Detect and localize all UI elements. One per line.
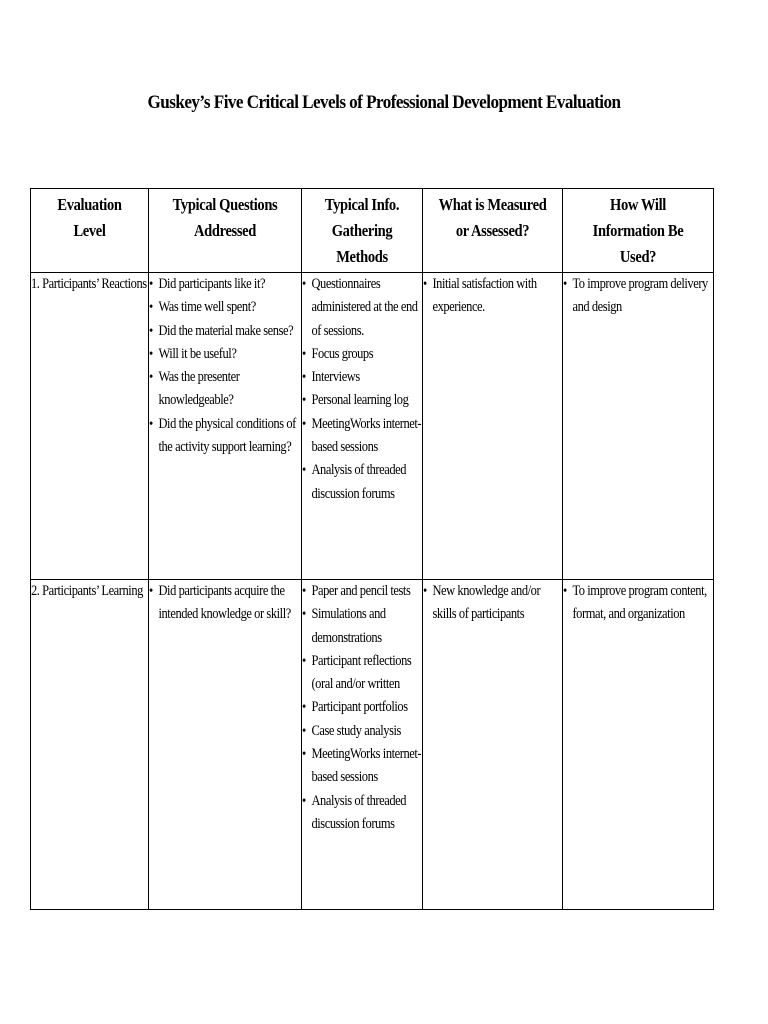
evaluation-level-cell <box>31 273 149 580</box>
questions-list <box>149 273 301 459</box>
column-header-label: What is Measured or Assessed? <box>438 195 547 240</box>
list-item: • MeetingWorks internet-based sessions <box>302 413 422 460</box>
list-item: • New knowledge and/or skills of participants <box>423 580 562 627</box>
table-row <box>31 273 714 580</box>
measured-cell <box>423 273 563 580</box>
questions-cell <box>149 273 302 580</box>
list-item: • Did participants acquire the intended knowledge or skill? <box>149 580 301 627</box>
methods-cell <box>302 273 423 580</box>
list-item: • MeetingWorks internet-based sessions <box>302 743 422 790</box>
table-header-row <box>31 189 714 273</box>
list-item: • Interviews <box>302 366 422 389</box>
column-header-measured-assessed <box>423 189 563 273</box>
list-item: • Analysis of threaded discussion forums <box>302 459 422 506</box>
information-use-list <box>563 580 713 627</box>
information-use-cell <box>563 580 714 910</box>
evaluation-level-label: 1. Participants’ Reactions <box>31 276 147 292</box>
table-row <box>31 580 714 910</box>
evaluation-levels-table <box>30 188 714 910</box>
list-item: • Paper and pencil tests <box>302 580 422 603</box>
list-item: • Was the presenter knowledgeable? <box>149 366 301 413</box>
list-item: • Was time well spent? <box>149 296 301 319</box>
column-header-information-use <box>563 189 714 273</box>
measured-list <box>423 273 562 320</box>
list-item: • To improve program content, format, and organization <box>563 580 713 627</box>
information-use-list <box>563 273 713 320</box>
list-item: • Initial satisfaction with experience. <box>423 273 562 320</box>
column-header-label: Evaluation Level <box>57 195 122 240</box>
column-header-label: How Will Information Be Used? <box>592 195 684 266</box>
column-header-label: Typical Info. Gathering Methods <box>324 195 400 266</box>
list-item: • Did the physical conditions of the activity support learning? <box>149 413 301 460</box>
methods-list <box>302 580 422 836</box>
list-item: • Personal learning log <box>302 389 422 412</box>
list-item: • Questionnaires administered at the end of sessions. <box>302 273 422 343</box>
column-header-evaluation-level <box>31 189 149 273</box>
column-header-gathering-methods <box>302 189 423 273</box>
list-item: • Did the material make sense? <box>149 320 301 343</box>
questions-list <box>149 580 301 627</box>
questions-cell <box>149 580 302 910</box>
evaluation-level-label: 2. Participants’ Learning <box>31 583 143 599</box>
column-header-label: Typical Questions Addressed <box>172 195 278 240</box>
page-title: Guskey’s Five Critical Levels of Professional Development Evaluation <box>147 92 621 113</box>
column-header-typical-questions <box>149 189 302 273</box>
evaluation-level-cell <box>31 580 149 910</box>
measured-cell <box>423 580 563 910</box>
methods-cell <box>302 580 423 910</box>
information-use-cell <box>563 273 714 580</box>
list-item: • To improve program delivery and design <box>563 273 713 320</box>
list-item: • Will it be useful? <box>149 343 301 366</box>
list-item: • Participant portfolios <box>302 696 422 719</box>
methods-list <box>302 273 422 506</box>
list-item: • Case study analysis <box>302 720 422 743</box>
list-item: • Participant reflections (oral and/or written <box>302 650 422 697</box>
list-item: • Analysis of threaded discussion forums <box>302 790 422 837</box>
list-item: • Did participants like it? <box>149 273 301 296</box>
list-item: • Simulations and demonstrations <box>302 603 422 650</box>
list-item: • Focus groups <box>302 343 422 366</box>
measured-list <box>423 580 562 627</box>
